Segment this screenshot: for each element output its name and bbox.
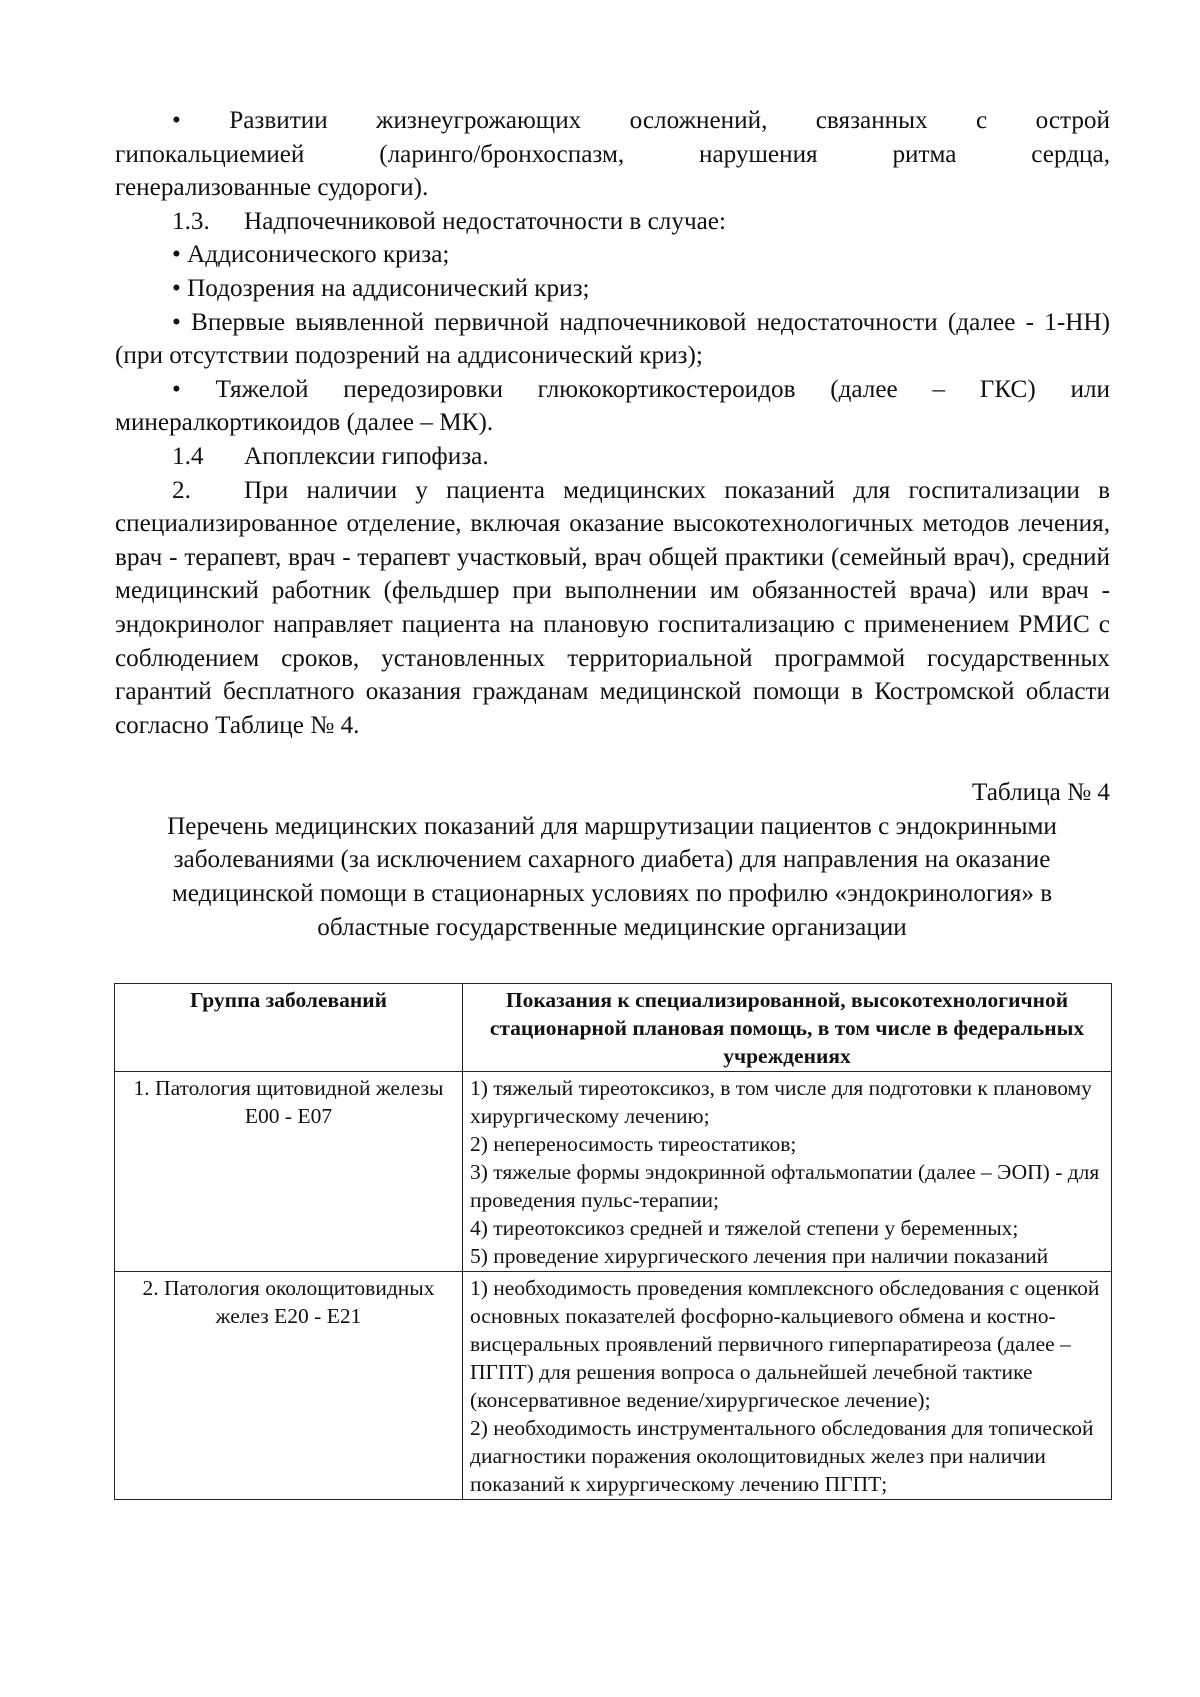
header-disease-group: Группа заболеваний <box>115 984 463 1072</box>
bullet-addisonian-crisis: • Аддисонического криза; <box>172 241 450 269</box>
table-header-row <box>115 984 1112 1072</box>
table-label: Таблица № 4 <box>971 779 1110 807</box>
header-indications: Показания к специализированной, высокотехнологичной стационарной плановая помощь, в том числе в федеральных учреждениях <box>463 984 1112 1072</box>
bullet-overdose: • Тяжелой передозировки глюкокортикостероидов (далее – ГКС) или минералкортикоидов (далее – МК). <box>115 375 1110 437</box>
item-1-3-text: Надпочечниковой недостаточности в случае: <box>244 207 726 235</box>
row-1-indication-4: 4) тиреотоксикоз средней и тяжелой степени у беременных; <box>470 1216 1019 1240</box>
bullet-primary-insufficiency: • Впервые выявленной первичной надпочечниковой недостаточности (далее - 1-НН) (при отсутствии подозрений на аддисонический криз); <box>115 308 1110 370</box>
table-row <box>115 1072 1112 1272</box>
item-2-text: При наличии у пациента медицинских показаний для госпитализации в специализированное отделение, включая оказание высокотехнологичных методов лечения, врач - терапевт, врач - терапевт участковый, врач общей практики (семейный врач), средний медицинский работник (фельдшер при выполнении им обязанностей врача) или врач - эндокринолог направляет пациента на плановую госпитализацию с применением РМИС с соблюдением сроков, установленных территориальной программой государственных гарантий бесплатного оказания гражданам медицинской помощи в Костромской области согласно Таблице № 4. <box>115 476 1110 739</box>
row-1-indication-3: 3) тяжелые формы эндокринной офтальмопатии (далее – ЭОП) - для проведения пульс-терапии; <box>470 1160 1100 1212</box>
item-1-4 <box>115 440 1110 474</box>
item-2-number: 2. <box>172 476 191 504</box>
item-1-3 <box>115 205 1110 239</box>
indications-table <box>114 983 1112 1500</box>
item-1-3-number: 1.3. <box>172 207 210 235</box>
row-1-indication-5: 5) проведение хирургического лечения при наличии показаний <box>470 1244 1049 1268</box>
item-1-4-number: 1.4 <box>172 442 204 470</box>
row-1-indication-2: 2) непереносимость тиреостатиков; <box>470 1132 797 1156</box>
bullet-hypocalcemia-line2: гипокальциемией (ларинго/бронхоспазм, нарушения ритма сердца, <box>115 140 1110 168</box>
bullet-hypocalcemia-line1: • Развитии жизнеугрожающих осложнений, связанных с острой <box>172 107 1110 134</box>
row-1-group: 1. Патология щитовидной железы Е00 - Е07 <box>115 1072 463 1272</box>
bullet-hypocalcemia-line3: генерализованные судороги). <box>115 174 429 202</box>
row-2-indication-2: 2) необходимость инструментального обследования для топической диагностики поражения околощитовидных желез при наличии показаний к хирургическому лечению ПГПТ; <box>470 1416 1094 1496</box>
table-row <box>115 1272 1112 1500</box>
row-2-group: 2. Патология околощитовидных желез Е20 - Е21 <box>115 1272 463 1500</box>
document-page <box>115 104 1110 944</box>
item-2 <box>115 474 1110 743</box>
row-1-indications <box>463 1072 1112 1272</box>
item-1-4-text: Апоплексии гипофиза. <box>244 442 489 470</box>
row-2-indication-1: 1) необходимость проведения комплексного обследования с оценкой основных показателей фосфорно-кальциевого обмена и костно-висцеральных проявлений первичного гиперпаратиреоза (далее – ПГПТ) для решения вопроса о дальнейшей лечебной тактике (консервативное ведение/хирургическое лечение); <box>470 1276 1100 1412</box>
row-2-indications <box>463 1272 1112 1500</box>
bullet-suspected-crisis: • Подозрения на аддисонический криз; <box>172 274 590 302</box>
table-caption: Перечень медицинских показаний для маршрутизации пациентов с эндокринными заболеваниями (за исключением сахарного диабета) для направления на оказание медицинской помощи в стационарных условиях по профилю «эндокринология» в областные государственные медицинские организации <box>167 812 1057 941</box>
row-1-indication-1: 1) тяжелый тиреотоксикоз, в том числе для подготовки к плановому хирургическому лечению; <box>470 1076 1092 1128</box>
